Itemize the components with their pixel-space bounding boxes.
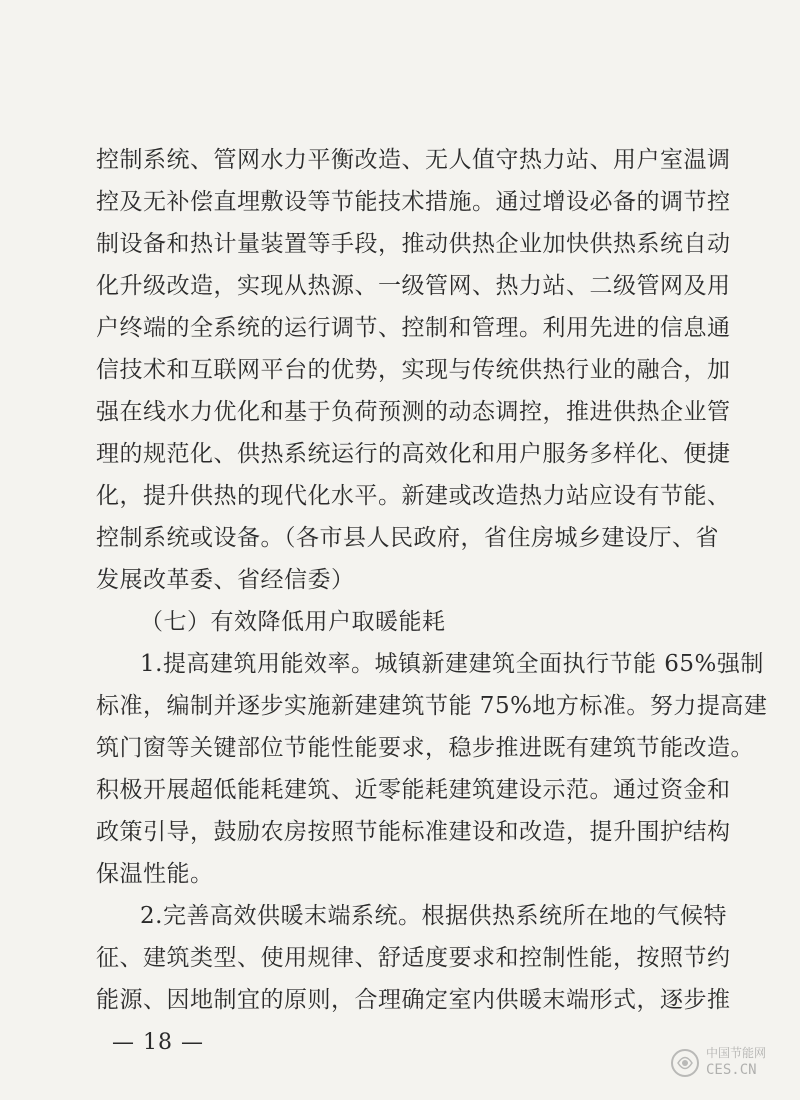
text-line: 筑门窗等关键部位节能性能要求，稳步推进既有建筑节能改造。 <box>96 735 754 761</box>
text-line: 控及无补偿直埋敷设等节能技术措施。通过增设必备的调节控 <box>96 189 731 215</box>
text-line: 信技术和互联网平台的优势，实现与传统供热行业的融合，加 <box>96 357 731 383</box>
page-number: — 18 — <box>112 1030 204 1055</box>
text-line: 征、建筑类型、使用规律、舒适度要求和控制性能，按照节约 <box>96 945 731 971</box>
text-line: 户终端的全系统的运行调节、控制和管理。利用先进的信息通 <box>96 315 731 341</box>
text-line: 积极开展超低能耗建筑、近零能耗建筑建设示范。通过资金和 <box>96 777 731 803</box>
text-line: 控制系统、管网水力平衡改造、无人值守热力站、用户室温调 <box>96 147 731 173</box>
text-line: 制设备和热计量装置等手段，推动供热企业加快供热系统自动 <box>96 231 731 257</box>
text-line: 政策引导，鼓励农房按照节能标准建设和改造，提升围护结构 <box>96 819 731 845</box>
text-line: 发展改革委、省经信委） <box>96 567 355 593</box>
text-line: 强在线水力优化和基于负荷预测的动态调控，推进供热企业管 <box>96 399 731 425</box>
section-heading: （七）有效降低用户取暖能耗 <box>140 609 446 635</box>
text-line: 能源、因地制宜的原则，合理确定室内供暖末端形式，逐步推 <box>96 987 731 1013</box>
text-line: 化，提升供热的现代化水平。新建或改造热力站应设有节能、 <box>96 483 731 509</box>
ces-logo-icon <box>670 1046 700 1080</box>
text-line: 化升级改造，实现从热源、一级管网、热力站、二级管网及用 <box>96 273 731 299</box>
text-line: 控制系统或设备。（各市县人民政府，省住房城乡建设厅、省 <box>96 525 719 551</box>
text-line: 保温性能。 <box>96 861 214 887</box>
watermark <box>670 1042 790 1086</box>
text-line: 标准，编制并逐步实施新建建筑节能 75%地方标准。努力提高建 <box>96 693 768 719</box>
watermark-domain: CES.CN <box>706 1062 757 1078</box>
text-line: 2.完善高效供暖末端系统。根据供热系统所在地的气候特 <box>140 903 727 929</box>
text-line: 1.提高建筑用能效率。城镇新建建筑全面执行节能 65%强制 <box>140 651 764 677</box>
watermark-site-name: 中国节能网 <box>706 1046 767 1060</box>
text-line: 理的规范化、供热系统运行的高效化和用户服务多样化、便捷 <box>96 441 731 467</box>
